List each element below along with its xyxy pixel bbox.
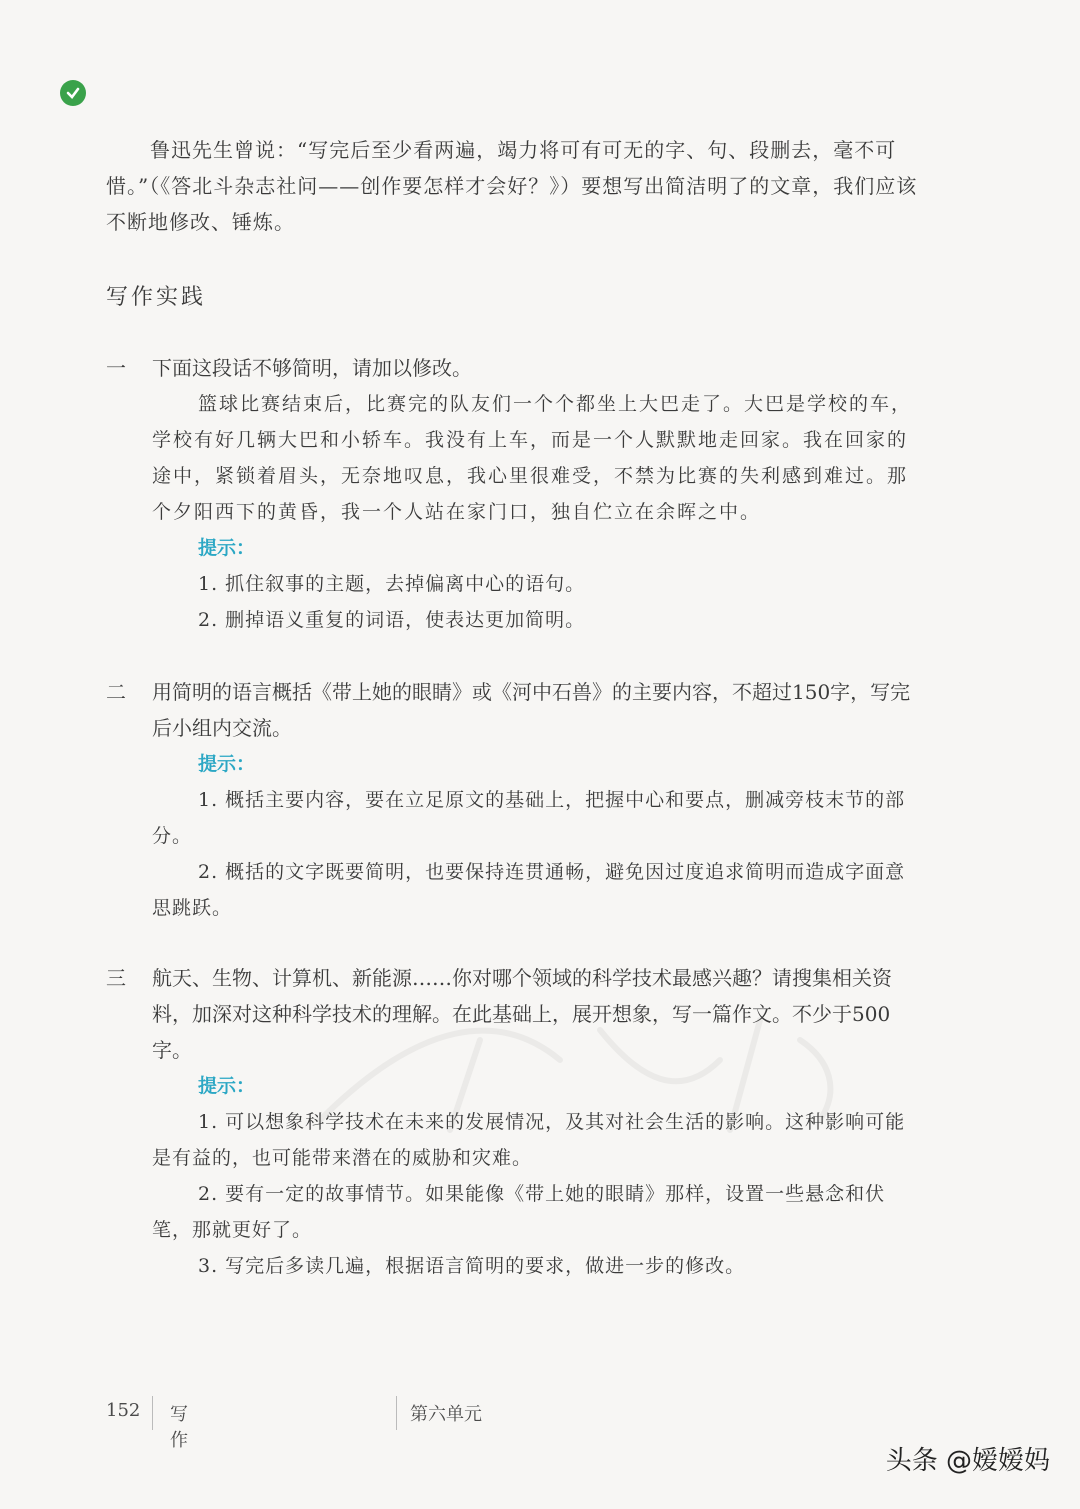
task-number: 三 [106, 966, 126, 990]
footer-unit: 第六单元 [410, 1404, 482, 1425]
publisher-logo-icon [60, 80, 86, 106]
background-watermark [300, 1000, 860, 1140]
footer-category: 写作 [170, 1404, 194, 1451]
task-1 [106, 350, 922, 638]
hint-item: 1. 抓住叙事的主题，去掉偏离中心的语句。 [198, 573, 586, 595]
task-number: 二 [106, 680, 126, 704]
section-title: 写作实践 [106, 285, 207, 310]
footer-divider [152, 1396, 153, 1430]
task-prompt: 航天、生物、计算机、新能源……你对哪个领域的科学技术最感兴趣？请搜集相关资料，加深对这种科学技术的理解。在此基础上，展开想象，写一篇作文。不少于500字。 [152, 966, 892, 1062]
hint-label: 提示： [198, 537, 256, 559]
hint-item: 1. 可以想象科学技术在未来的发展情况，及其对社会生活的影响。这种影响可能是有益的，也可能带来潜在的威胁和灾难。 [152, 1111, 906, 1169]
task-number: 一 [106, 356, 126, 380]
hint-item: 3. 写完后多读几遍，根据语言简明的要求，做进一步的修改。 [198, 1255, 746, 1277]
task-prompt: 用简明的语言概括《带上她的眼睛》或《河中石兽》的主要内容，不超过150字，写完后小组内交流。 [152, 680, 911, 740]
hint-label: 提示： [198, 753, 256, 775]
footer-divider [396, 1396, 397, 1430]
hint-label: 提示： [198, 1075, 256, 1097]
page-number: 152 [106, 1400, 141, 1421]
sample-paragraph: 篮球比赛结束后，比赛完的队友们一个个都坐上大巴走了。大巴是学校的车，学校有好几辆大巴和小轿车。我没有上车，而是一个人默默地走回家。我在回家的途中，紧锁着眉头，无奈地叹息，我心里很难受，不禁为比赛的失利感到难过。那个夕阳西下的黄昏，我一个人站在家门口，独自伫立在余晖之中。 [152, 393, 913, 523]
source-watermark: 头条 @嫒嫒妈 [885, 1446, 1050, 1476]
hint-item: 2. 删掉语义重复的词语，使表达更加简明。 [198, 609, 586, 631]
hint-item: 2. 要有一定的故事情节。如果能像《带上她的眼睛》那样，设置一些悬念和伏笔，那就更好了。 [152, 1183, 886, 1241]
task-2 [106, 674, 922, 926]
hint-item: 1. 概括主要内容，要在立足原文的基础上，把握中心和要点，删减旁枝末节的部分。 [152, 789, 906, 847]
task-prompt: 下面这段话不够简明，请加以修改。 [152, 356, 472, 380]
intro-paragraph: 鲁迅先生曾说：“写完后至少看两遍，竭力将可有可无的字、句、段删去，毫不可惜。”（《答北斗杂志社问——创作要怎样才会好？》）要想写出简洁明了的文章，我们应该不断地修改、锤炼。 [106, 138, 918, 234]
hint-item: 2. 概括的文字既要简明，也要保持连贯通畅，避免因过度追求简明而造成字面意思跳跃。 [152, 861, 906, 919]
